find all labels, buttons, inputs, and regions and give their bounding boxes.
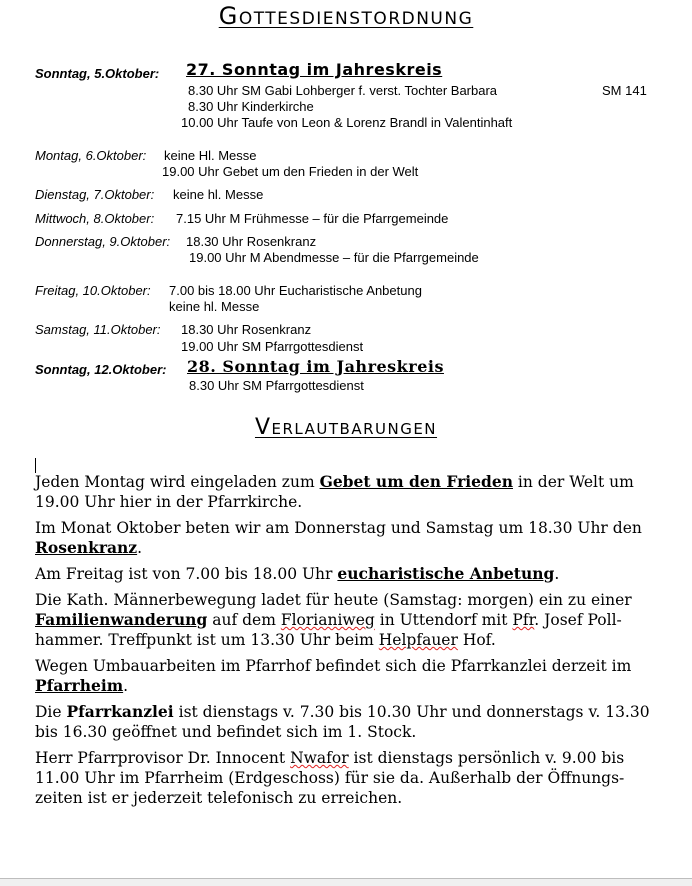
- notice-paragraph: Herr Pfarrprovisor Dr. Innocent Nwafor ist dienstags persönlich v. 9.00 bis 11.00 Uhr im Pfarrheim (Erdgeschoss) für sie da. Außerhalb der Öffnungs-zeiten ist er jederzeit telefonisch zu erreichen.: [35, 749, 625, 807]
- day-label-sunday-12: Sonntag, 12.Oktober:: [35, 362, 167, 377]
- day-label-sunday-5: Sonntag, 5.Oktober:: [35, 66, 160, 81]
- notices-body[interactable]: [35, 472, 655, 814]
- emphasis: Pfarrkanzlei: [66, 702, 174, 721]
- spellcheck-word[interactable]: Pfr: [512, 611, 535, 629]
- schedule-line: 19.00 Uhr Gebet um den Frieden in der Welt: [162, 164, 419, 179]
- schedule-line: keine Hl. Messe: [164, 148, 257, 163]
- schedule-line: keine hl. Messe: [169, 299, 260, 314]
- schedule-line: 18.30 Uhr Rosenkranz: [186, 234, 317, 249]
- schedule-line: 8.30 Uhr SM Pfarrgottesdienst: [189, 378, 364, 393]
- notice-paragraph: Am Freitag ist von 7.00 bis 18.00 Uhr eucharistische Anbetung.: [35, 564, 560, 583]
- schedule-line: keine hl. Messe: [173, 187, 264, 202]
- notices-heading: Verlautbarungen: [254, 415, 438, 440]
- emphasis: Familienwanderung: [35, 610, 208, 629]
- spellcheck-word[interactable]: Florianiweg: [280, 611, 375, 629]
- schedule-line: 18.30 Uhr Rosenkranz: [181, 322, 312, 337]
- notice-paragraph: Im Monat Oktober beten wir am Donnerstag und Samstag um 18.30 Uhr den Rosenkranz.: [35, 519, 642, 557]
- schedule-line: 10.00 Uhr Taufe von Leon & Lorenz Brandl in Valentinhaft: [181, 115, 513, 130]
- schedule-line: 19.00 Uhr SM Pfarrgottesdienst: [181, 339, 364, 354]
- feast-title-28: 28. Sonntag im Jahreskreis: [187, 357, 444, 376]
- day-label-friday: Freitag, 10.Oktober:: [35, 283, 151, 298]
- schedule-line: 7.15 Uhr M Frühmesse – für die Pfarrgemeinde: [176, 211, 449, 226]
- feast-title-27: 27. Sonntag im Jahreskreis: [186, 60, 443, 79]
- schedule-line: 8.30 Uhr SM Gabi Lohberger f. verst. Tochter Barbara: [188, 83, 498, 98]
- emphasis: eucharistische Anbetung: [337, 564, 555, 583]
- spellcheck-word[interactable]: Helpfauer: [378, 631, 458, 649]
- day-label-saturday: Samstag, 11.Oktober:: [35, 322, 161, 337]
- spellcheck-word[interactable]: Nwafor: [290, 749, 349, 767]
- emphasis: Pfarrheim: [35, 676, 124, 695]
- notice-paragraph: Wegen Umbauarbeiten im Pfarrhof befindet sich die Pfarrkanzlei derzeit im Pfarrheim.: [35, 657, 632, 695]
- schedule-line: 8.30 Uhr Kinderkirche: [188, 99, 314, 114]
- day-label-wednesday: Mittwoch, 8.Oktober:: [35, 211, 155, 226]
- schedule-line: 19.00 Uhr M Abendmesse – für die Pfarrgemeinde: [189, 250, 479, 265]
- schedule-line: 7.00 bis 18.00 Uhr Eucharistische Anbetung: [169, 283, 422, 298]
- day-label-monday: Montag, 6.Oktober:: [35, 148, 147, 163]
- emphasis: Rosenkranz: [35, 538, 138, 557]
- schedule-heading: Gottesdienstordnung: [218, 2, 474, 30]
- song-number: SM 141: [602, 83, 647, 98]
- notice-paragraph: Die Kath. Männerbewegung ladet für heute (Samstag: morgen) ein zu einer Familienwanderung auf dem Florianiweg in Uttendorf mit Pfr. Josef Poll-hammer. Treffpunkt ist um 13.30 Uhr beim Helpfauer Hof.: [35, 591, 632, 649]
- day-label-thursday: Donnerstag, 9.Oktober:: [35, 234, 171, 249]
- notice-paragraph: Die Pfarrkanzlei ist dienstags v. 7.30 bis 10.30 Uhr und donnerstags v. 13.30 bis 16.30 geöffnet und befindet sich im 1. Stock.: [35, 702, 650, 741]
- text-cursor: [35, 458, 36, 473]
- day-label-tuesday: Dienstag, 7.Oktober:: [35, 187, 155, 202]
- notice-paragraph: Jeden Montag wird eingeladen zum Gebet um den Frieden in der Welt um 19.00 Uhr hier in der Pfarrkirche.: [35, 472, 634, 511]
- emphasis: Gebet um den Frieden: [319, 472, 513, 491]
